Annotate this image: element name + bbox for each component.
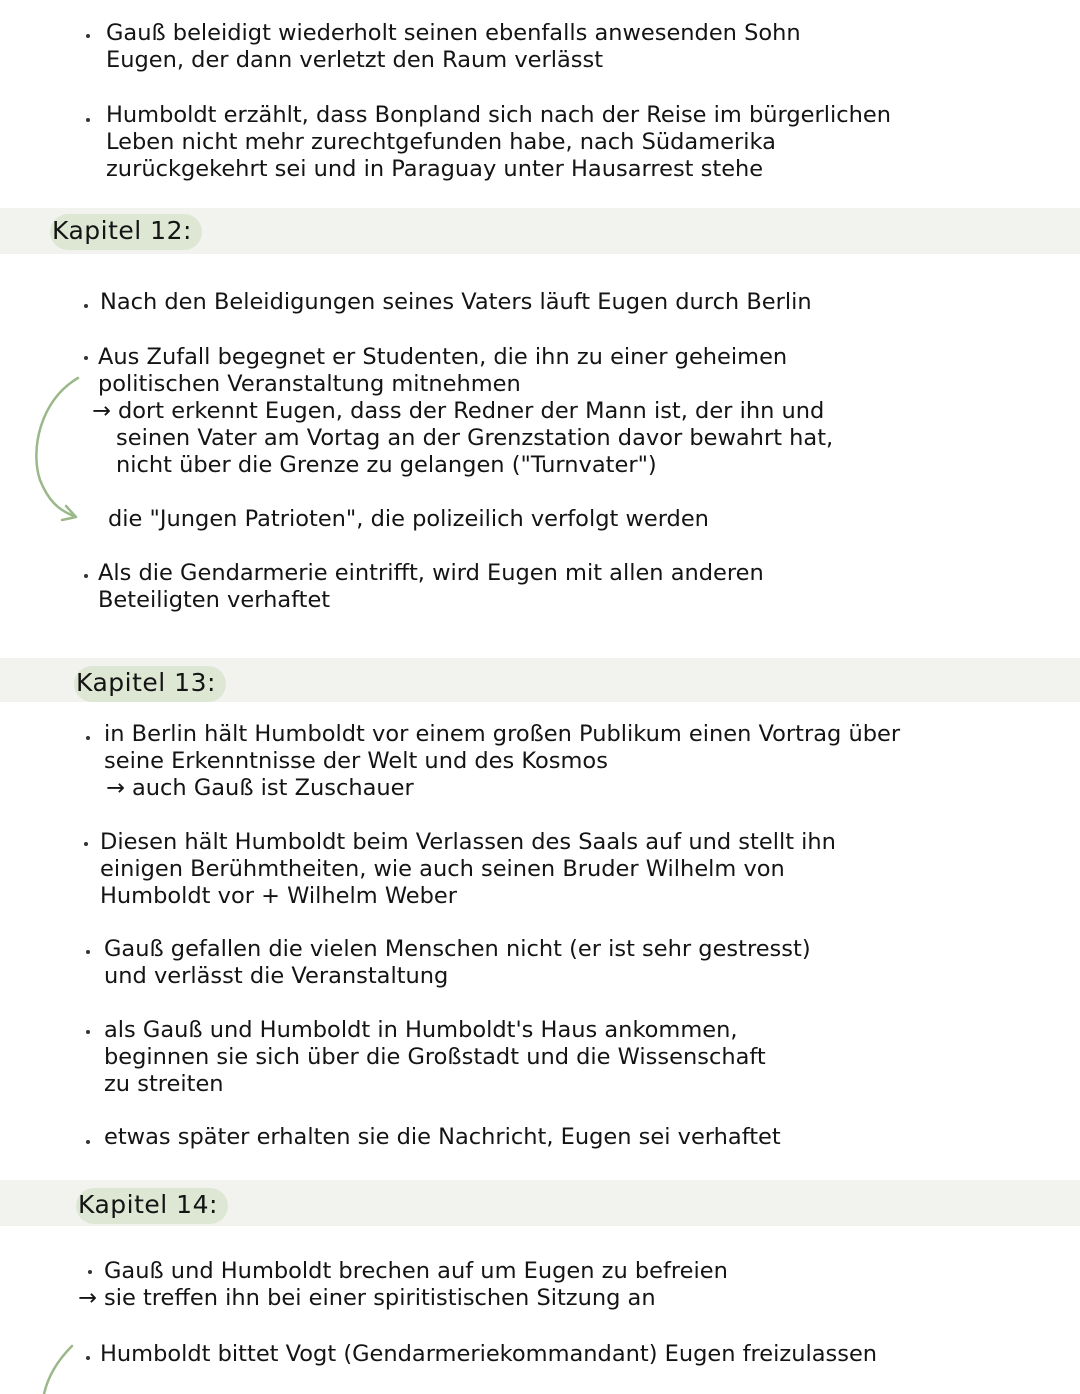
ch14-bullet-2: Humboldt bittet Vogt (Gendarmeriekommandant) Eugen freizulassen (100, 1341, 878, 1367)
ch12-patriots: die "Jungen Patrioten", die polizeilich verfolgt werden (108, 506, 709, 532)
ch12-bullet-3: Als die Gendarmerie eintrifft, wird Eugen mit allen anderen Beteiligten verhaftet (98, 560, 764, 613)
ch12-bullet-1: Nach den Beleidigungen seines Vaters läuft Eugen durch Berlin (100, 289, 812, 315)
ch13-bullet-2: Diesen hält Humboldt beim Verlassen des Saals auf und stellt ihn einigen Berühmtheiten, wie auch seinen Bruder Wilhelm von Humboldt vor + Wilhelm Weber (100, 829, 836, 909)
top-bullet-1: Gauß beleidigt wiederholt seinen ebenfalls anwesenden Sohn Eugen, der dann verletzt den Raum verlässt (106, 20, 801, 73)
curved-arrow-icon (0, 0, 120, 1394)
ch12-bullet-2: Aus Zufall begegnet er Studenten, die ihn zu einer geheimen politischen Veranstaltung mitnehmen (98, 344, 788, 397)
chapter-13-title: Kapitel 13: (74, 666, 226, 702)
ch13-bullet-1: in Berlin hält Humboldt vor einem großen Publikum einen Vortrag über seine Erkenntnisse der Welt und des Kosmos → auch Gauß ist Zuschauer (104, 721, 901, 801)
chapter-12-title: Kapitel 12: (50, 214, 202, 250)
ch12-arrow-note: → dort erkennt Eugen, dass der Redner der Mann ist, der ihn und seinen Vater am Vortag an der Grenzstation davor bewahrt hat, nicht über die Grenze zu gelangen ("Turnvater") (92, 398, 834, 478)
top-bullet-2: Humboldt erzählt, dass Bonpland sich nach der Reise im bürgerlichen Leben nicht mehr zurechtgefunden habe, nach Südamerika zurückgekehrt sei und in Paraguay unter Hausarrest stehe (106, 102, 892, 182)
ch13-bullet-4: als Gauß und Humboldt in Humboldt's Haus ankommen, beginnen sie sich über die Großstadt und die Wissenschaft zu streiten (104, 1017, 766, 1097)
chapter-14-title: Kapitel 14: (76, 1188, 228, 1224)
ch13-bullet-5: etwas später erhalten sie die Nachricht, Eugen sei verhaftet (104, 1124, 781, 1150)
ch14-bullet-1: Gauß und Humboldt brechen auf um Eugen zu befreien → sie treffen ihn bei einer spiritistischen Sitzung an (78, 1258, 728, 1311)
ch13-bullet-3: Gauß gefallen die vielen Menschen nicht (er ist sehr gestresst) und verlässt die Veranstaltung (104, 936, 811, 989)
